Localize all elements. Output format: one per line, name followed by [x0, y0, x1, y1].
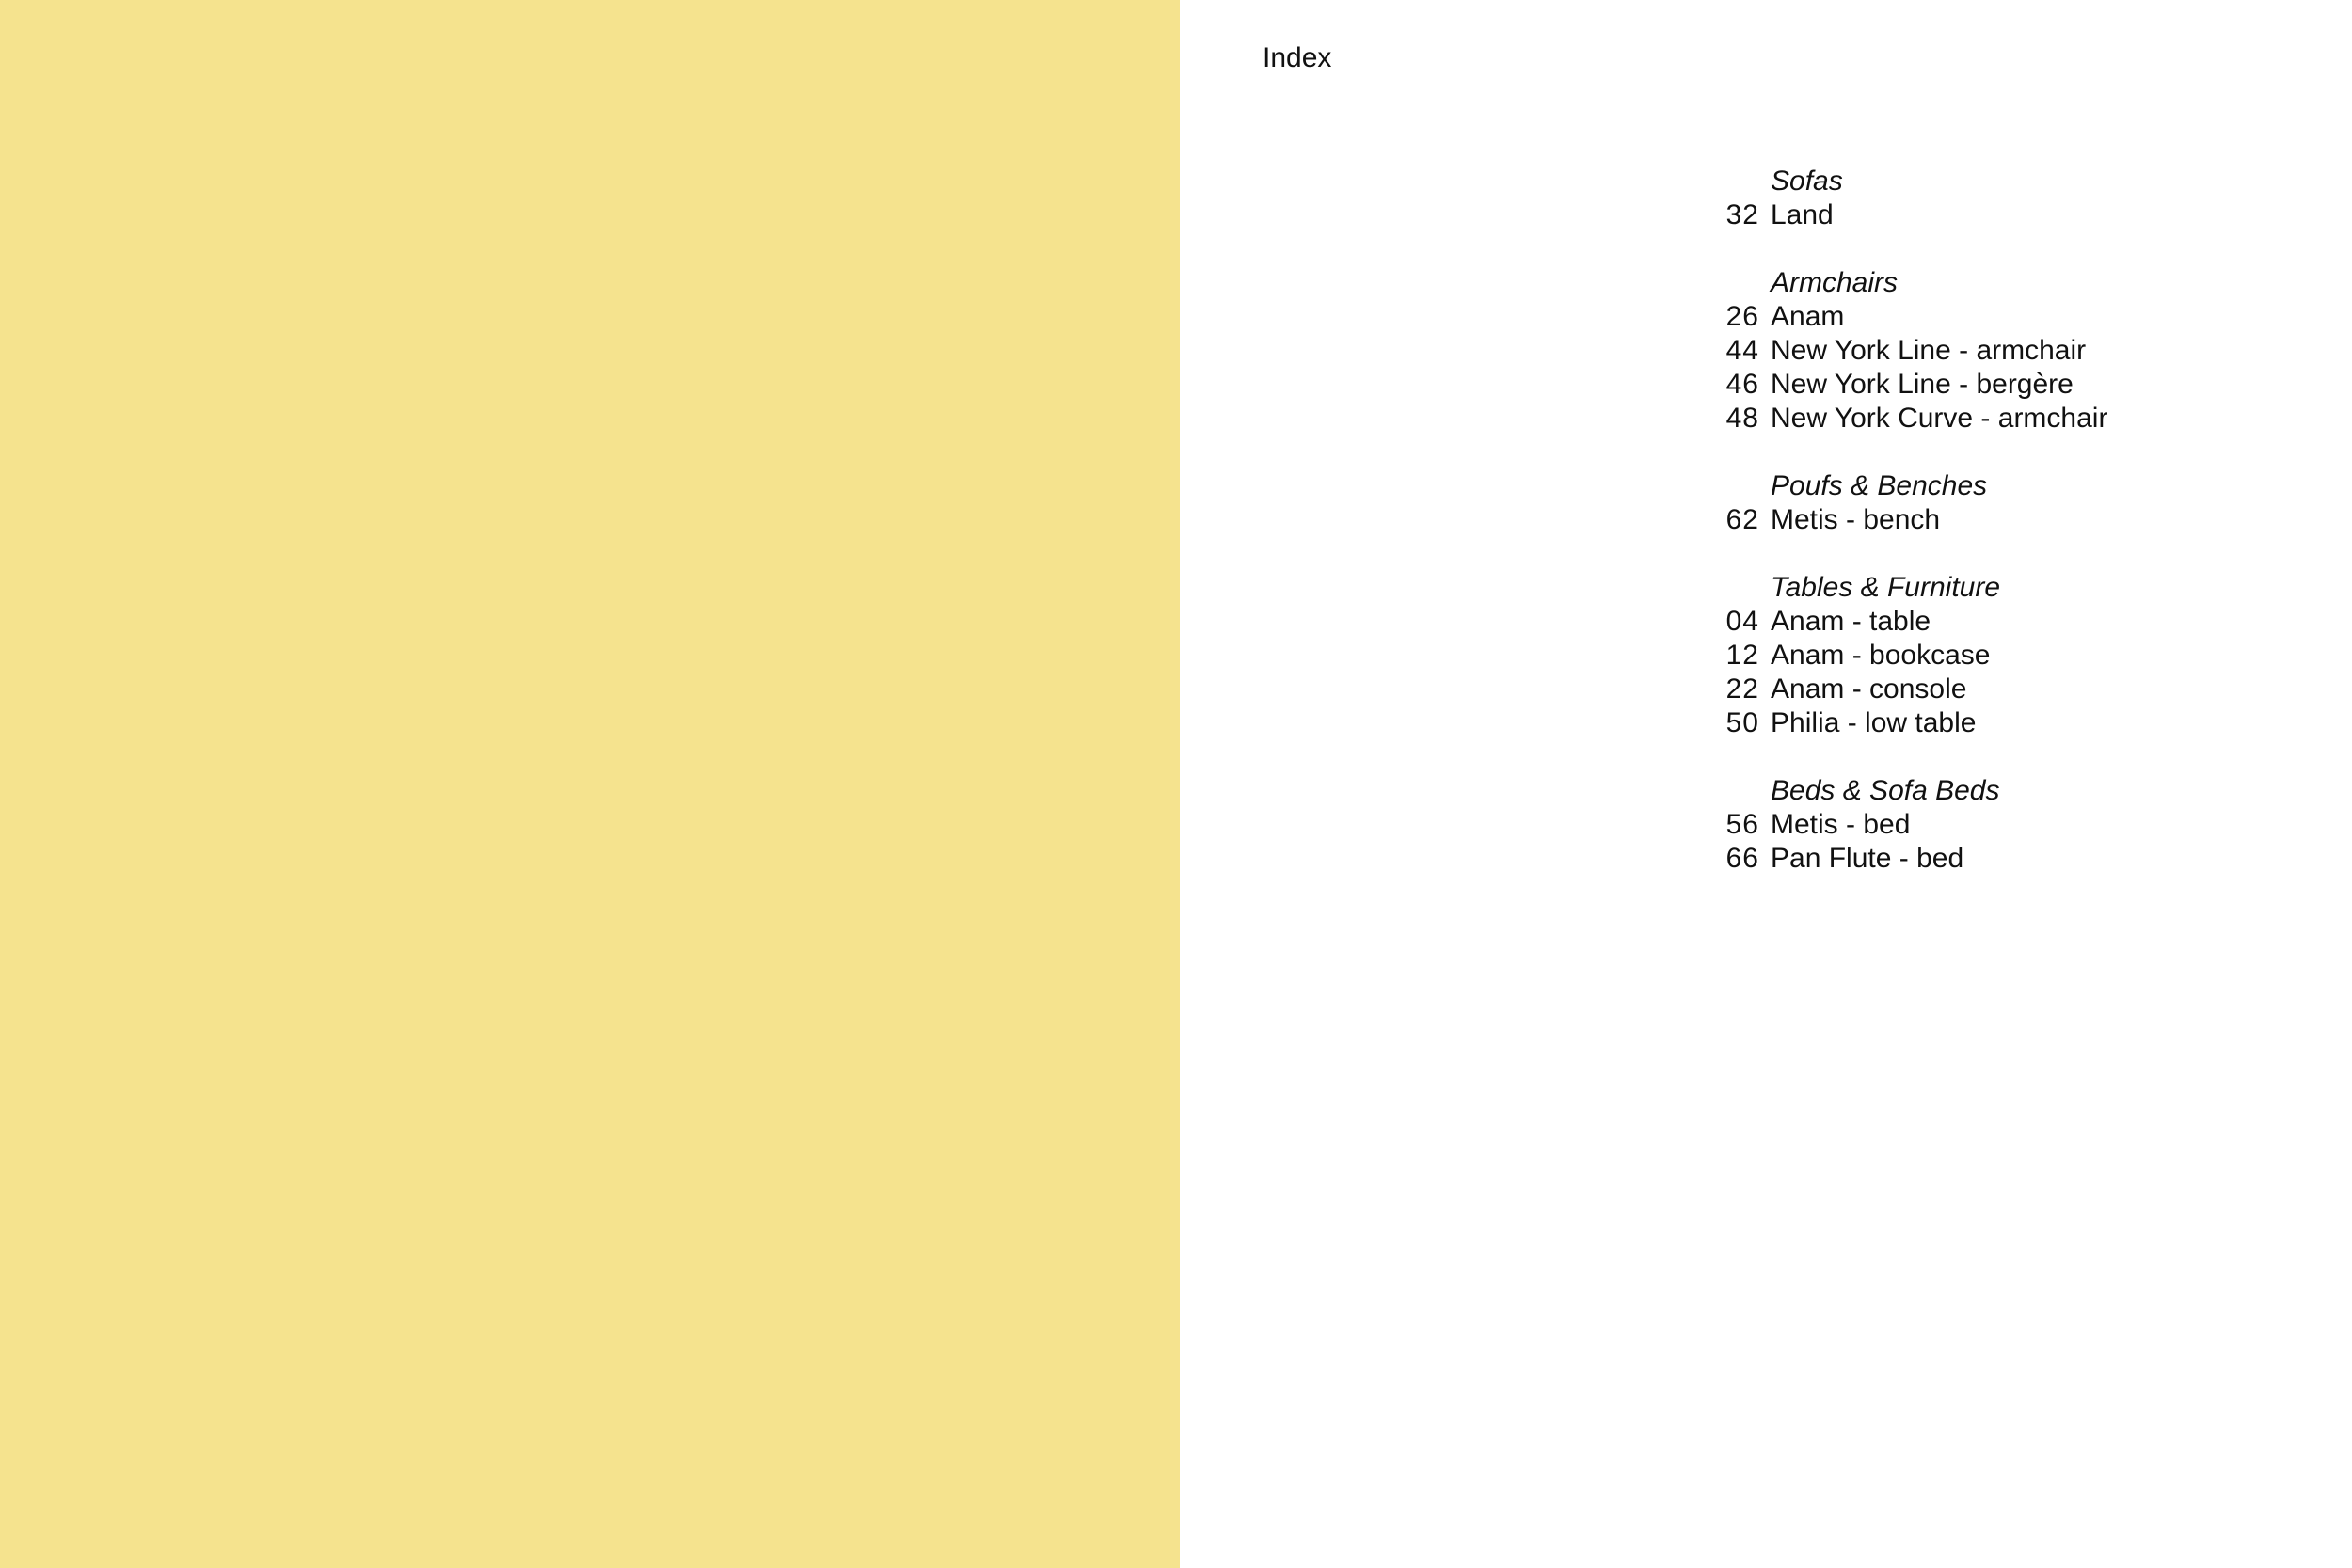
entry-name: Land — [1771, 199, 1834, 230]
category-label: Armchairs — [1771, 267, 1899, 298]
page-number: 50 — [1725, 707, 1759, 738]
category-label: Tables & Furniture — [1771, 572, 2001, 603]
index-section-poufs-benches — [1705, 469, 2316, 537]
index-entry — [1705, 639, 2316, 673]
entry-name: Anam — [1771, 301, 1845, 332]
category-row — [1705, 266, 2316, 300]
index-entry — [1705, 368, 2316, 402]
index-entry — [1705, 605, 2316, 639]
index-entry — [1705, 503, 2316, 537]
index-entry — [1705, 198, 2316, 232]
entry-name: New York Curve - armchair — [1771, 403, 2108, 434]
index-entry — [1705, 808, 2316, 842]
page-number: 22 — [1725, 673, 1759, 705]
page-number: 62 — [1725, 504, 1759, 535]
page-number: 56 — [1725, 809, 1759, 840]
page-number: 12 — [1725, 640, 1759, 671]
index-list — [1705, 165, 2316, 910]
page-title: Index — [1263, 42, 1332, 73]
page-number: 46 — [1725, 369, 1759, 400]
category-row — [1705, 165, 2316, 198]
index-entry — [1705, 402, 2316, 436]
entry-name: Philia - low table — [1771, 707, 1977, 738]
category-label: Beds & Sofa Beds — [1771, 775, 2000, 806]
index-entry — [1705, 300, 2316, 334]
index-section-tables-furniture — [1705, 571, 2316, 740]
entry-name: Anam - table — [1771, 606, 1931, 637]
entry-name: Anam - console — [1771, 673, 1967, 705]
category-label: Sofas — [1771, 166, 1843, 197]
page-number: 26 — [1725, 301, 1759, 332]
category-label: Poufs & Benches — [1771, 470, 1988, 501]
index-entry — [1705, 842, 2316, 876]
category-row — [1705, 571, 2316, 605]
entry-name: New York Line - bergère — [1771, 369, 2074, 400]
category-row — [1705, 774, 2316, 808]
index-section-armchairs — [1705, 266, 2316, 436]
index-section-sofas — [1705, 165, 2316, 232]
entry-name: Metis - bed — [1771, 809, 1911, 840]
category-row — [1705, 469, 2316, 503]
page-number: 44 — [1725, 335, 1759, 366]
entry-name: New York Line - armchair — [1771, 335, 2087, 366]
index-entry — [1705, 334, 2316, 368]
index-entry — [1705, 706, 2316, 740]
page-number: 04 — [1725, 606, 1759, 637]
entry-name: Anam - bookcase — [1771, 640, 1991, 671]
entry-name: Pan Flute - bed — [1771, 843, 1964, 874]
page-number: 32 — [1725, 199, 1759, 230]
page-number: 66 — [1725, 843, 1759, 874]
index-section-beds-sofa-beds — [1705, 774, 2316, 876]
entry-name: Metis - bench — [1771, 504, 1941, 535]
page-number: 48 — [1725, 403, 1759, 434]
index-entry — [1705, 673, 2316, 706]
